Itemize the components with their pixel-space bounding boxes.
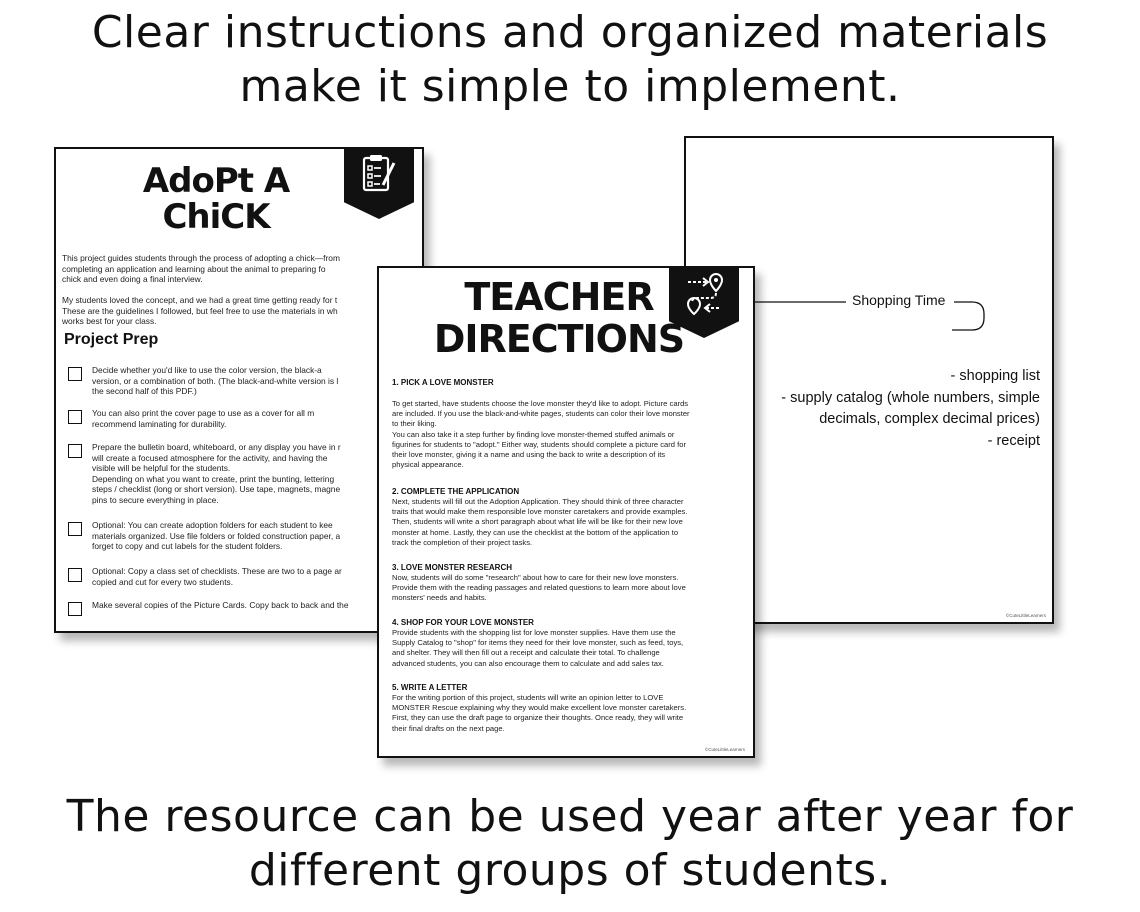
list-item: - shopping list <box>950 368 1040 384</box>
text-line: completing an application and learning about the animal to preparing fo <box>62 263 326 274</box>
checkbox <box>68 444 82 458</box>
text-line: steps / checklist (long or short version). Use tape, magnets, magne <box>92 484 341 495</box>
checklist-text <box>92 566 342 587</box>
text-line: Provide them with the reading passages and related questions to learn more about love <box>392 583 686 593</box>
list-item: decimals, complex decimal prices) <box>819 411 1040 427</box>
text-line: Decide whether you'd like to use the color version, the black-a <box>92 365 322 375</box>
text-line: forget to copy and cut labels for the student folders. <box>92 541 283 552</box>
shopping-time-label: Shopping Time <box>852 292 946 308</box>
checkbox <box>68 602 82 616</box>
section-title: Project Prep <box>64 331 159 348</box>
text-line: monster at home. Lastly, they can use the checklist at the bottom of the application to <box>392 527 679 537</box>
checkbox <box>68 522 82 536</box>
text-line: This project guides students through the process of adopting a chick—from <box>62 253 340 263</box>
checklist-text <box>92 365 338 397</box>
text-line: their final drafts on the next page. <box>392 723 505 733</box>
page-title <box>116 163 316 235</box>
text-line: their love monster, giving it a name and using the back to write a description of its <box>392 450 666 460</box>
text-line: visible will be helpful for the students. <box>92 463 231 474</box>
section-heading: 3. LOVE MONSTER RESEARCH <box>392 563 513 572</box>
text-line: monsters' needs and habits. <box>392 593 487 603</box>
text-line: traits that would make them responsible love monster caretakers and provide examples. <box>392 507 688 517</box>
text-line: Supply Catalog to "shop" for items they need for their love monster, such as feed, toys, <box>392 638 684 648</box>
text-line: Then, students will write a short paragraph about what life will be like for their new love <box>392 517 683 527</box>
text-line: You can also print the cover page to use as a cover for all m <box>92 408 315 418</box>
list-item: - supply catalog (whole numbers, simple <box>781 389 1040 406</box>
text-line: figurines for students to "adopt." Either way, students should complete a picture card for <box>392 439 686 449</box>
text-line: For the writing portion of this project, students will write an opinion letter to LOVE <box>392 693 664 702</box>
section-body <box>392 693 686 734</box>
text-line: Optional: Copy a class set of checklists. These are two to a page ar <box>92 566 342 576</box>
intro-paragraph-1 <box>62 253 340 285</box>
text-line: to their liking. <box>392 419 437 429</box>
top-headline <box>0 6 1140 114</box>
text-line: Prepare the bulletin board, whiteboard, or any display you have in r <box>92 442 341 452</box>
teacher-directions-page <box>377 266 755 758</box>
text-line: MONSTER Rescue explaining why they would make excellent love monster caretakers. <box>392 703 687 713</box>
top-headline-line-2: make it simple to implement. <box>239 61 901 112</box>
title-line-1: AdoPt A <box>142 161 290 201</box>
text-line: To get started, have students choose the love monster they'd like to adopt. Picture cards <box>392 399 689 408</box>
section-body <box>392 497 687 548</box>
text-line: chick and even doing a final interview. <box>62 274 203 285</box>
text-line: copied and cut for every two students. <box>92 576 234 587</box>
text-line: First, they can use the draft page to organize their thoughts. Once ready, they will write <box>392 713 684 723</box>
title-line-2: ChiCK <box>162 197 270 237</box>
checklist-text <box>92 600 349 611</box>
text-line: recommend laminating for durability. <box>92 418 227 429</box>
clipboard-checklist-icon <box>361 153 397 195</box>
text-line: Depending on what you want to create, print the bunting, lettering <box>92 473 335 484</box>
bottom-headline-line-1: The resource can be used year after year for <box>66 791 1074 842</box>
text-line: Now, students will do some "research" about how to care for their new love monsters. <box>392 573 679 582</box>
section-heading: 2. COMPLETE THE APPLICATION <box>392 487 520 496</box>
page-title <box>409 276 709 360</box>
checkbox <box>68 367 82 381</box>
text-line: advanced students, you can also encourage them to calculate and add sales tax. <box>392 658 664 668</box>
checklist-text <box>92 408 314 429</box>
checkbox <box>68 410 82 424</box>
text-line: track the completion of their project tasks. <box>392 537 533 547</box>
clipboard-ribbon <box>344 147 414 219</box>
bottom-headline-line-2: different groups of students. <box>248 845 892 896</box>
section-heading: 1. PICK A LOVE MONSTER <box>392 378 494 387</box>
intro-paragraph-2 <box>62 295 338 327</box>
section-heading: 4. SHOP FOR YOUR LOVE MONSTER <box>392 618 534 627</box>
checklist-text <box>92 520 340 552</box>
text-line: My students loved the concept, and we had a great time getting ready for t <box>62 295 338 305</box>
text-line: Next, students will fill out the Adoption Application. They should think of three character <box>392 497 684 506</box>
text-line: version, or a combination of both. (The black-and-white version is l <box>92 375 339 386</box>
title-line-1: TEACHER <box>464 275 654 319</box>
section-heading: 5. WRITE A LETTER <box>392 683 468 692</box>
adopt-a-chick-page <box>54 147 424 633</box>
text-line: pins to secure everything in place. <box>92 494 219 505</box>
text-line: and shelter. They will then fill out a receipt and calculate their total. To challenge <box>392 648 660 658</box>
section-body <box>392 573 686 604</box>
text-line: will create a focused atmosphere for the activity, and having the <box>92 452 328 463</box>
text-line: physical appearance. <box>392 460 464 470</box>
list-item: - receipt <box>987 432 1040 449</box>
text-line: works best for your class. <box>62 316 157 327</box>
section-body <box>392 628 683 669</box>
text-line: Make several copies of the Picture Cards. Copy back to back and the <box>92 600 349 610</box>
top-headline-line-1: Clear instructions and organized materials <box>91 7 1049 58</box>
text-line: are included. If you use the black-and-white pages, students can color their love monster <box>392 409 690 419</box>
page-credit: ©CuteLittleLearners <box>704 747 745 752</box>
title-line-2: DIRECTIONS <box>433 317 685 361</box>
section-body <box>392 399 690 470</box>
checklist-text <box>92 442 341 506</box>
text-line: materials organized. Use file folders or folded construction paper, a <box>92 530 341 541</box>
page-credit: ©CuteLittleLearners <box>1005 613 1046 618</box>
bottom-headline <box>0 790 1140 898</box>
text-line: Optional: You can create adoption folders for each student to kee <box>92 520 333 530</box>
text-line: These are the guidelines I followed, but feel free to use the materials in wh <box>62 305 338 316</box>
text-line: Provide students with the shopping list for love monster supplies. Have them use the <box>392 628 676 637</box>
checkbox <box>68 568 82 582</box>
text-line: You can also take it a step further by finding love monster-themed stuffed animals or <box>392 429 675 439</box>
shopping-list <box>781 366 1040 452</box>
text-line: the second half of this PDF.) <box>92 386 197 397</box>
